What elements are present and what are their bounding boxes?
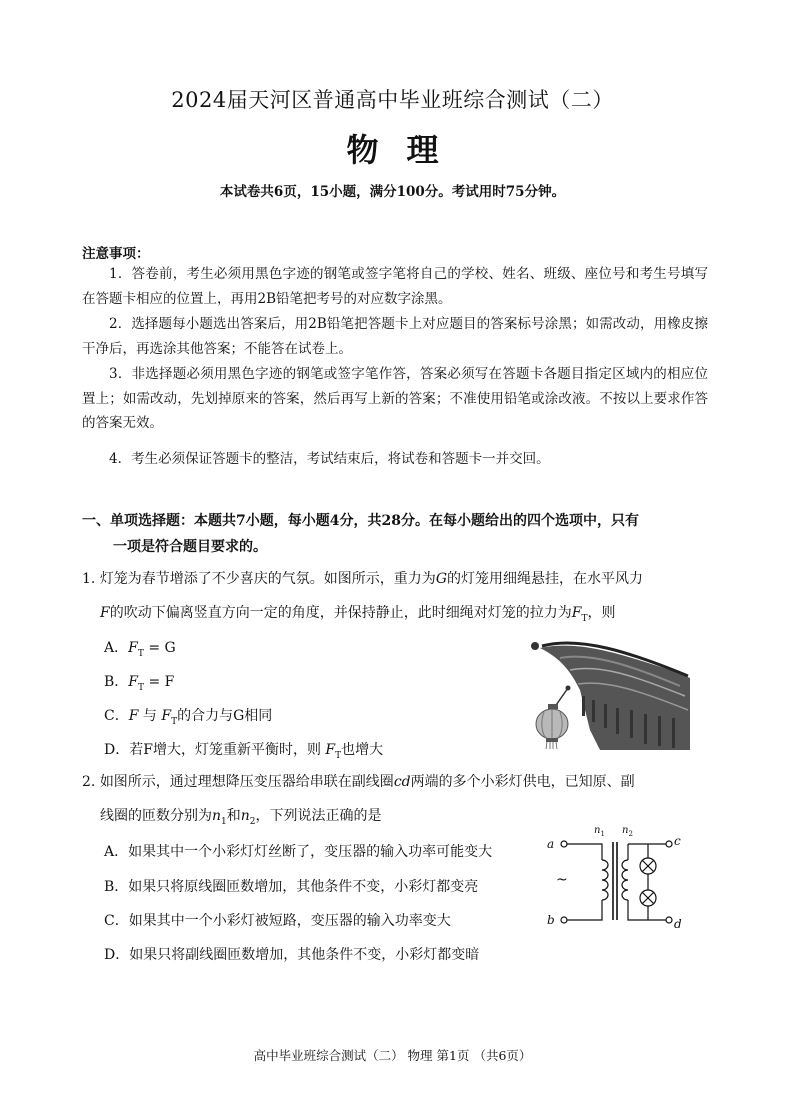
q1-var-ft: F <box>325 742 336 758</box>
lantern-figure <box>520 630 690 750</box>
q1-var-ft: F <box>161 708 172 724</box>
terminal-c-label: c <box>674 834 681 848</box>
q1-var-g: G <box>435 571 447 587</box>
opt-letter: A． <box>104 640 129 656</box>
opt-letter: D． <box>104 742 130 758</box>
q1-var-f: F <box>100 605 110 621</box>
q1-var-ft: F <box>571 605 582 621</box>
question-1-stem <box>82 562 722 636</box>
q1-sub-t: T <box>171 716 178 727</box>
terminal-d-label: d <box>674 917 682 931</box>
notice-item-3: 3．非选择题必须用黑色字迹的钢笔或签字笔作答，答案必须写在答题卡各题目指定区域内的相应位置上；如需改动，先划掉原来的答案，然后再写上新的答案；不准使用铅笔或涂改液。不按以上要求作答的答案无效。 <box>82 366 708 431</box>
q1-sub-t: T <box>335 750 342 761</box>
q2-text-c: 线圈的匝数分别为 <box>100 808 212 824</box>
q1-option-a <box>104 637 176 659</box>
exam-title: 2024届天河区普通高中毕业班综合测试（二） <box>171 88 614 112</box>
q2-var-n2: n <box>240 808 250 824</box>
n2-label: $n_2$ <box>622 825 633 838</box>
q2-text-b: 两端的多个小彩灯供电，已知原、副 <box>410 774 635 790</box>
q1-var-ft: F <box>128 674 139 690</box>
q1-sub-t: T <box>581 613 588 624</box>
opt-letter: C． <box>104 708 129 724</box>
terminal-b-label: b <box>547 913 555 927</box>
question-number: 2. <box>82 774 96 790</box>
terminal-a-label: a <box>547 837 555 851</box>
page-footer: 高中毕业班综合测试（二） 物理 第1页 （共6页） <box>253 1048 532 1063</box>
subject-title: 物理 <box>346 131 467 169</box>
q2-var-cd: cd <box>393 774 411 790</box>
q2-text-d: ，下列说法正确的是 <box>255 808 382 824</box>
section-heading <box>82 508 712 560</box>
exam-info: 本试卷共6页，15小题，满分100分。考试用时75分钟。 <box>219 184 566 200</box>
notice-item-4: 4．考生必须保证答题卡的整洁，考试结束后，将试卷和答题卡一并交回。 <box>109 451 550 467</box>
q1-option-d <box>104 739 383 761</box>
q2-option-d: D．如果只将副线圈匝数增加，其他条件不变，小彩灯都变暗 <box>104 947 480 963</box>
q2-option-b: B．如果只将原线圈匝数增加，其他条件不变，小彩灯都变亮 <box>104 879 479 895</box>
notice-item-2: 2．选择题每小题选出答案后，用2B铅笔把答题卡上对应题目的答案标号涂黑；如需改动，用橡皮擦干净后，再选涂其他答案；不能答在试卷上。 <box>82 316 708 357</box>
notice-item-1: 1．答卷前，考生必须用黑色字迹的钢笔或签字笔将自己的学校、姓名、班级、座位号和考生号填写在答题卡相应的位置上，再用2B铅笔把考号的对应数字涂黑。 <box>82 266 708 307</box>
q1-text-c: 的吹动下偏离竖直方向一定的角度，并保持静止，此时细绳对灯笼的拉力为 <box>109 605 572 621</box>
q1-sub-t: T <box>138 682 145 693</box>
q1-text-a: 灯笼为春节增添了不少喜庆的气氛。如图所示，重力为 <box>99 571 436 587</box>
q1-text-d: ，则 <box>587 605 616 621</box>
opt-letter: B． <box>104 674 129 690</box>
lamp-icon <box>640 858 656 874</box>
transformer-figure <box>540 820 690 935</box>
lamp-icon <box>640 890 656 906</box>
q2-sub-1: 1 <box>221 816 227 827</box>
n1-label: $n_1$ <box>594 825 605 838</box>
q1-var-f: F <box>128 708 139 724</box>
question-number: 1. <box>82 571 96 587</box>
q2-text-a: 如图所示，通过理想降压变压器给串联在副线圈 <box>99 774 394 790</box>
section-line-2: 一项是符合题目要求的。 <box>113 539 267 555</box>
notice-heading: 注意事项： <box>82 246 150 262</box>
q1-opt-a-rest: = G <box>148 640 176 656</box>
q1-text-b: 的灯笼用细绳悬挂，在水平风力 <box>447 571 643 587</box>
q2-text-and: 和 <box>226 808 241 824</box>
q1-option-c <box>104 705 272 727</box>
q2-var-n1: n <box>212 808 222 824</box>
q1-opt-c-rest: 的合力与G相同 <box>177 708 273 724</box>
q2-option-a: A．如果其中一个小彩灯灯丝断了，变压器的输入功率可能变大 <box>104 844 493 860</box>
q2-sub-2: 2 <box>249 816 256 827</box>
ac-symbol: ~ <box>556 872 568 888</box>
q1-sub-t: T <box>137 648 144 659</box>
q1-opt-b-rest: = F <box>148 674 175 690</box>
q1-option-b <box>104 671 174 693</box>
q2-option-c: C．如果其中一个小彩灯被短路，变压器的输入功率变大 <box>104 913 451 929</box>
section-line-1: 一、单项选择题：本题共7小题，每小题4分，共28分。在每小题给出的四个选项中，只有 <box>82 513 639 529</box>
q1-var-ft: F <box>128 640 138 656</box>
q1-opt-c-mid: 与 <box>142 708 157 724</box>
q1-opt-d-a: 若F增大，灯笼重新平衡时，则 <box>129 742 321 758</box>
q1-opt-d-b: 也增大 <box>341 742 384 758</box>
